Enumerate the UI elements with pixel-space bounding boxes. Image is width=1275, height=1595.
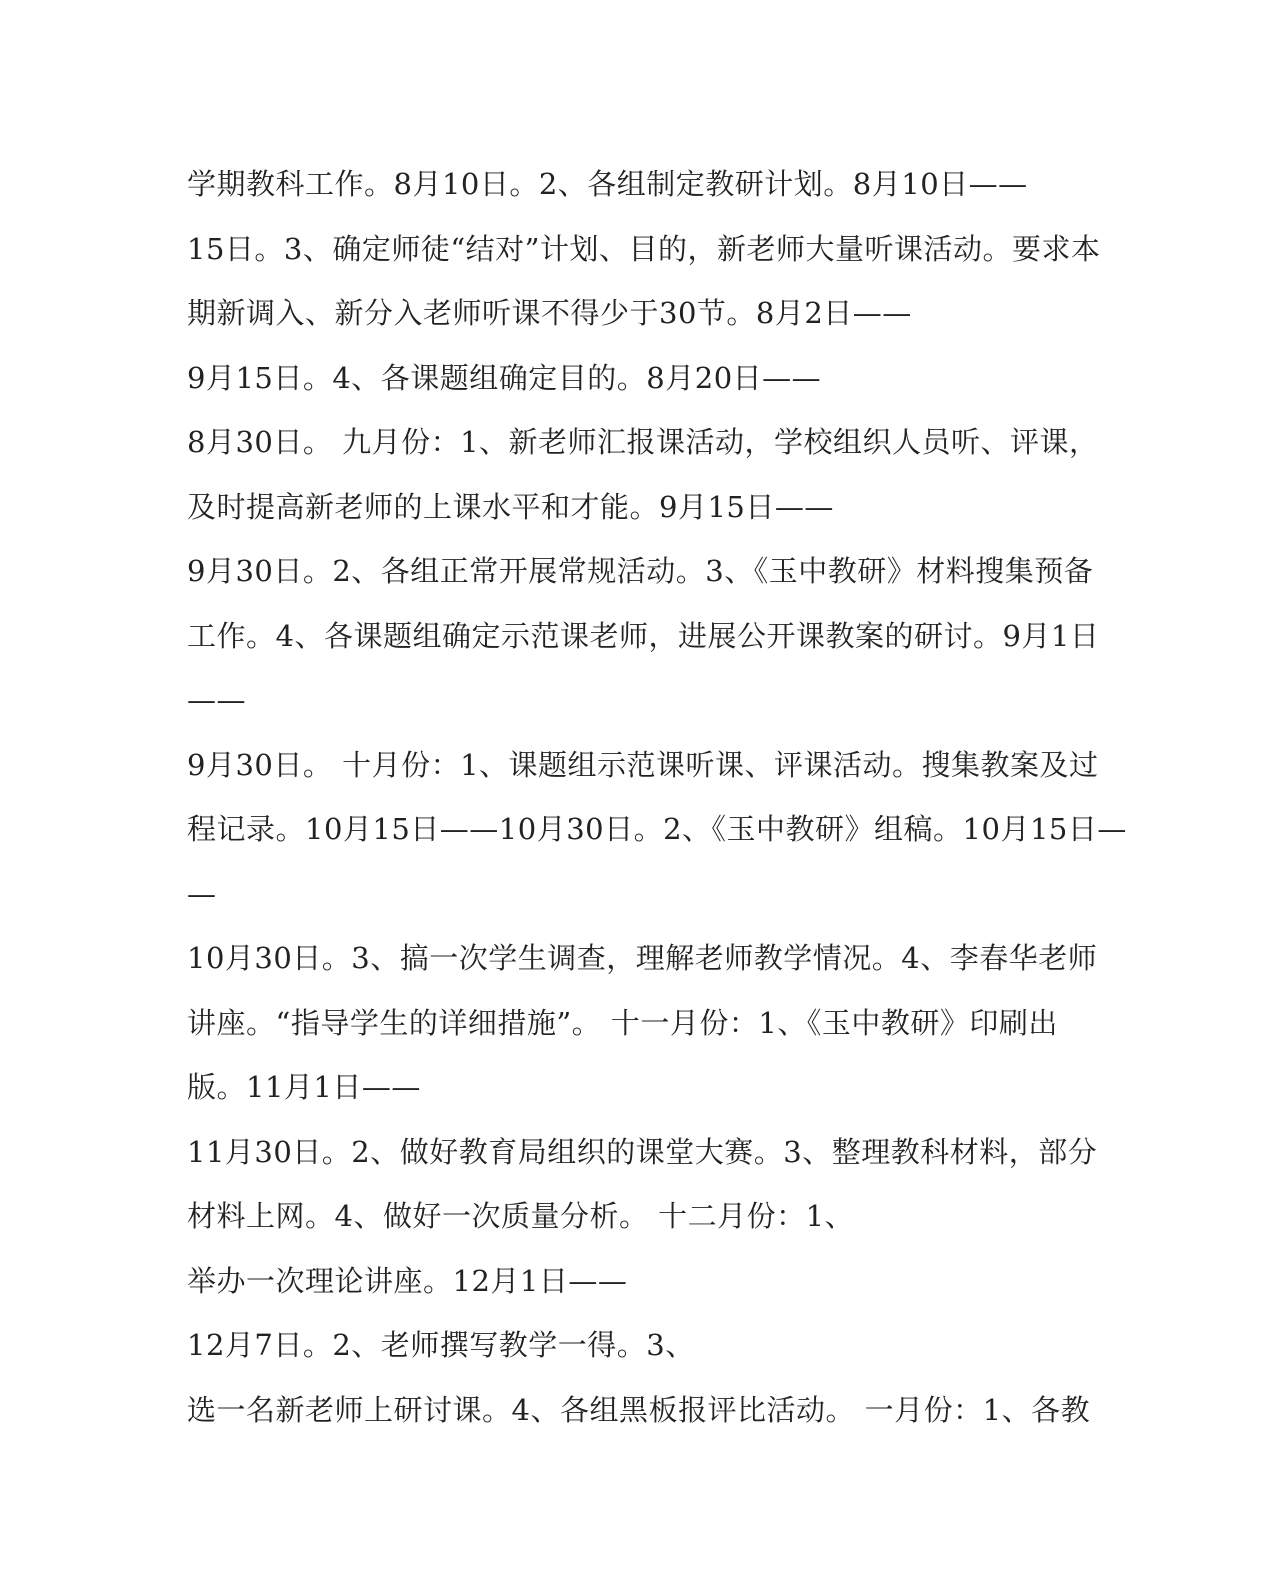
text-line: 讲座。“指导学生的详细措施”。 十一月份：1、《玉中教研》印刷出 (187, 1005, 1058, 1040)
text-line: 8月30日。 九月份：1、新老师汇报课活动，学校组织人员听、评课， (187, 425, 1099, 459)
text-line: 12月7日。2、老师撰写教学一得。3、 (187, 1328, 695, 1362)
body-text (187, 152, 1127, 1442)
text-line: 9月30日。 十月份：1、课题组示范课听课、评课活动。搜集教案及过 (187, 747, 1099, 782)
text-line: 举办一次理论讲座。12月1日—— (187, 1263, 628, 1298)
text-line: 10月30日。3、搞一次学生调查，理解老师教学情况。4、李春华老师 (187, 941, 1098, 975)
text-line: —— (187, 683, 246, 717)
text-line: 9月30日。2、各组正常开展常规活动。3、《玉中教研》材料搜集预备 (187, 554, 1094, 588)
text-line: 程记录。10月15日——10月30日。2、《玉中教研》组稿。10月15日— (187, 812, 1127, 846)
text-line: 期新调入、新分入老师听课不得少于30节。8月2日—— (187, 296, 912, 330)
text-line: 学期教科工作。8月10日。2、各组制定教研计划。8月10日—— (187, 167, 1028, 201)
text-line: 11月30日。2、做好教育局组织的课堂大赛。3、整理教科材料，部分 (187, 1134, 1098, 1169)
text-line: 选一名新老师上研讨课。4、各组黑板报评比活动。 一月份：1、各教 (187, 1392, 1091, 1427)
text-line: 材料上网。4、做好一次质量分析。 十二月份：1、 (187, 1199, 855, 1233)
text-line: 9月15日。4、各课题组确定目的。8月20日—— (187, 360, 822, 395)
text-line: 版。11月1日—— (187, 1070, 421, 1104)
text-line: 工作。4、各课题组确定示范课老师，进展公开课教案的研讨。9月1日 (187, 618, 1100, 653)
text-line: 及时提高新老师的上课水平和才能。9月15日—— (187, 489, 834, 524)
text-line: — (187, 876, 217, 911)
text-line: 15日。3、确定师徒“结对”计划、目的，新老师大量听课活动。要求本 (187, 231, 1101, 266)
